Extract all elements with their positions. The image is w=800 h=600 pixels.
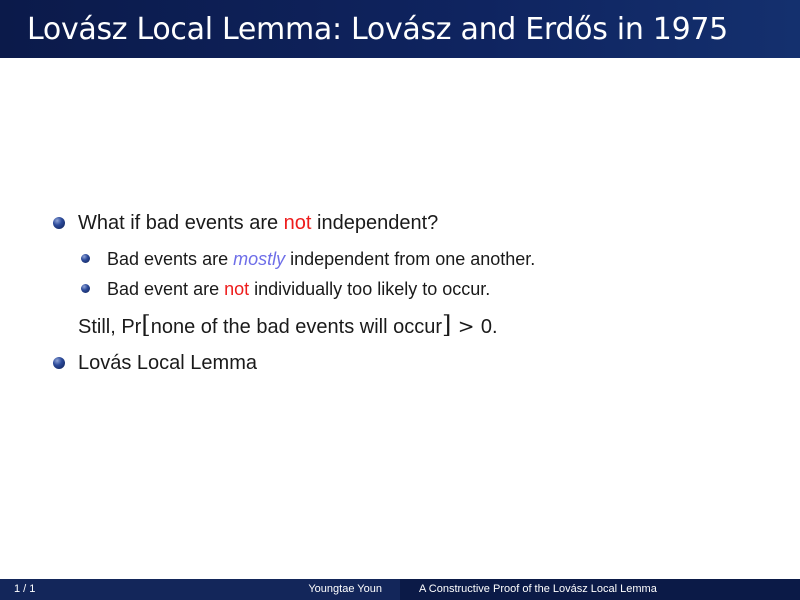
item-text: independent from one another. xyxy=(285,249,536,269)
emphasis-text: mostly xyxy=(233,249,286,269)
item-text: Lovás Local Lemma xyxy=(78,352,257,374)
bullet-icon xyxy=(81,284,90,293)
emphasis-text: not xyxy=(283,212,312,234)
list-item xyxy=(107,278,490,300)
conclusion-prefix: Still, Pr xyxy=(78,316,142,338)
relation-symbol: > xyxy=(451,314,481,338)
item-text: What if bad events are xyxy=(78,212,284,234)
list-item xyxy=(107,248,535,270)
footer-talk-title: A Constructive Proof of the Lovász Local Lemma xyxy=(419,583,657,595)
slide-title: Lovász Local Lemma: Lovász and Erdős in 1975 xyxy=(27,12,728,47)
emphasis-text: not xyxy=(224,279,250,299)
footer-right xyxy=(400,579,800,600)
footer-left xyxy=(0,579,400,600)
conclusion-value: 0. xyxy=(480,316,498,338)
bullet-icon xyxy=(81,254,90,263)
bullet-icon xyxy=(53,217,65,229)
item-text: Bad event are xyxy=(107,279,225,299)
item-text: Bad events are xyxy=(107,249,234,269)
conclusion-line xyxy=(78,311,498,339)
item-text: independent? xyxy=(311,212,439,234)
page-number: 1 / 1 xyxy=(14,583,36,595)
footer-author: Youngtae Youn xyxy=(308,583,382,595)
list-item xyxy=(78,211,438,235)
item-text: individually too likely to occur. xyxy=(249,279,491,299)
close-bracket: ] xyxy=(442,311,452,339)
footer xyxy=(0,579,800,600)
conclusion-inner: none of the bad events will occur xyxy=(150,316,443,338)
bullet-icon xyxy=(53,357,65,369)
open-bracket: [ xyxy=(141,311,151,339)
list-item xyxy=(78,351,257,375)
